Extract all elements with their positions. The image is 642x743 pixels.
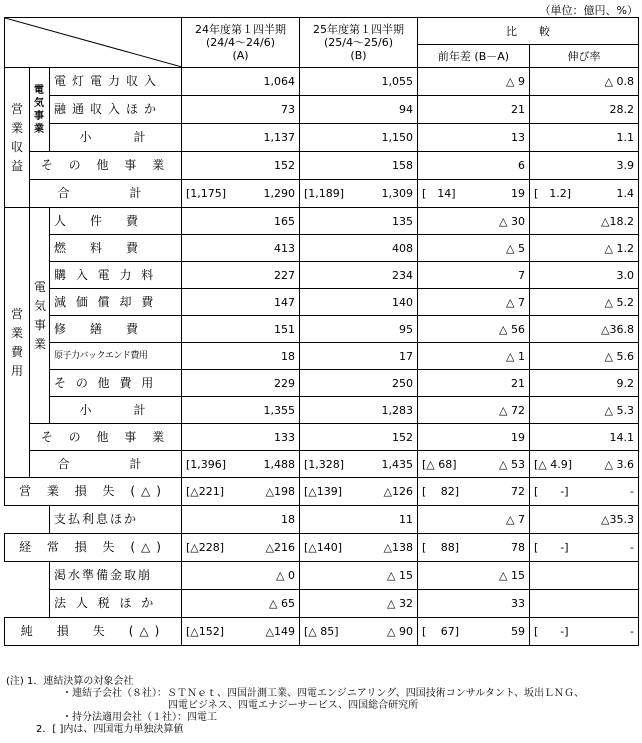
value-rate: △ 5.3 — [530, 397, 639, 424]
row-label: 修 繕 費 — [50, 316, 182, 343]
note-1a: ・連結子会社（８社）：ＳＴＮｅｔ、四国計測工業、四電エンジニアリング、四国技術コンサルタント、坂出ＬＮＧ、 — [62, 688, 584, 699]
value-rate: [ -] - — [530, 534, 639, 562]
row-label: 純 損 失 (△) — [5, 618, 182, 646]
value-rate: △ 5.6 — [530, 343, 639, 370]
note-1: (注) 1．連結決算の対象会社 — [6, 676, 134, 687]
value-rate — [530, 590, 639, 618]
col-a-header: 24年度第１四半期 (24/4～24/6) (A) — [182, 18, 300, 68]
note-1c: ・持分法適用会社（１社）：四電工 — [62, 712, 217, 723]
value-diff: △ 7 — [418, 506, 530, 534]
value-diff: [△ 68] △ 53 — [418, 451, 530, 478]
value-rate: △ 1.2 — [530, 235, 639, 262]
value-b: 1,283 — [300, 397, 418, 424]
value-diff: [ 88] 78 — [418, 534, 530, 562]
value-rate: 28.2 — [530, 96, 639, 124]
row-label: 小 計 — [50, 397, 182, 424]
row-label: 原子力バックエンド費用 — [50, 343, 182, 370]
row-label: 購 入 電 力 料 — [50, 262, 182, 289]
value-a: 18 — [182, 343, 300, 370]
value-b: 140 — [300, 289, 418, 316]
col-b-header: 25年度第１四半期 (25/4～25/6) (B) — [300, 18, 418, 68]
value-b: 234 — [300, 262, 418, 289]
operating-revenue-label: 営業収益 — [5, 68, 30, 208]
value-a: 73 — [182, 96, 300, 124]
value-a: 165 — [182, 208, 300, 235]
value-a: 133 — [182, 424, 300, 451]
value-b: [1,328] 1,435 — [300, 451, 418, 478]
row-label: 経 常 損 失 (△) — [5, 534, 182, 562]
value-a: [1,175] 1,290 — [182, 180, 300, 208]
value-a: [△228] △216 — [182, 534, 300, 562]
value-rate: 14.1 — [530, 424, 639, 451]
value-rate: △18.2 — [530, 208, 639, 235]
row-label: 燃 料 費 — [50, 235, 182, 262]
value-b: [1,189] 1,309 — [300, 180, 418, 208]
table-row — [5, 289, 639, 316]
value-diff: [ 82] 72 — [418, 478, 530, 506]
table-row — [5, 534, 639, 562]
value-rate: 9.2 — [530, 370, 639, 397]
value-b: 250 — [300, 370, 418, 397]
row-label: そ の 他 費 用 — [50, 370, 182, 397]
value-b: 17 — [300, 343, 418, 370]
value-diff: 6 — [418, 152, 530, 180]
value-rate: △36.8 — [530, 316, 639, 343]
row-label: 渇水準備金取崩 — [50, 562, 182, 590]
value-a: 18 — [182, 506, 300, 534]
row-label: 法 人 税 ほ か — [50, 590, 182, 618]
value-diff: 13 — [418, 124, 530, 152]
table-row — [5, 451, 639, 478]
value-a: 229 — [182, 370, 300, 397]
value-a: 227 — [182, 262, 300, 289]
value-b: 1,055 — [300, 68, 418, 96]
value-b: 11 — [300, 506, 418, 534]
financial-table — [4, 17, 639, 646]
value-a: 1,355 — [182, 397, 300, 424]
row-label: 人 件 費 — [50, 208, 182, 235]
value-a: 152 — [182, 152, 300, 180]
value-a: [1,396] 1,488 — [182, 451, 300, 478]
row-label: 融通収入ほか — [50, 96, 182, 124]
value-rate: △ 5.2 — [530, 289, 639, 316]
row-label: 支払利息ほか — [50, 506, 182, 534]
value-a: 151 — [182, 316, 300, 343]
value-b: 158 — [300, 152, 418, 180]
value-a: [△221] △198 — [182, 478, 300, 506]
spacer-cell — [5, 506, 50, 534]
row-label: 電灯電力収入 — [50, 68, 182, 96]
value-rate: 3.0 — [530, 262, 639, 289]
value-rate: 1.1 — [530, 124, 639, 152]
note-2: 2．[ ]内は、四国電力単独決算値 — [36, 724, 184, 735]
value-diff: [ 14] 19 — [418, 180, 530, 208]
table-row — [5, 562, 639, 590]
value-a: 413 — [182, 235, 300, 262]
value-a: △ 65 — [182, 590, 300, 618]
value-diff: 33 — [418, 590, 530, 618]
table-row — [5, 152, 639, 180]
table-row — [5, 590, 639, 618]
value-diff: 19 — [418, 424, 530, 451]
value-b: △ 32 — [300, 590, 418, 618]
value-diff: [ 67] 59 — [418, 618, 530, 646]
value-rate: △35.3 — [530, 506, 639, 534]
value-b: 95 — [300, 316, 418, 343]
row-label: 合 計 — [30, 180, 182, 208]
table-row — [5, 124, 639, 152]
notes — [6, 676, 584, 736]
table-row — [5, 96, 639, 124]
electric-business-label-cost: 電気事業 — [30, 208, 50, 424]
row-label: そ の 他 事 業 — [30, 152, 182, 180]
value-b: [△ 85] △ 90 — [300, 618, 418, 646]
value-a: 1,064 — [182, 68, 300, 96]
table-row — [5, 370, 639, 397]
table-row — [5, 397, 639, 424]
table-row — [5, 180, 639, 208]
value-b: 408 — [300, 235, 418, 262]
table-row — [5, 618, 639, 646]
table-row — [5, 235, 639, 262]
row-label: 営 業 損 失 (△) — [5, 478, 182, 506]
diff-header: 前年差 (B－A) — [418, 45, 530, 68]
value-b: 1,150 — [300, 124, 418, 152]
value-a: 147 — [182, 289, 300, 316]
value-b: 94 — [300, 96, 418, 124]
table-row — [5, 316, 639, 343]
value-b: [△139] △126 — [300, 478, 418, 506]
diagonal-line — [5, 18, 182, 67]
value-b: △ 15 — [300, 562, 418, 590]
unit-note: （単位：億円、%） — [539, 4, 638, 17]
row-label: そ の 他 事 業 — [30, 424, 182, 451]
value-b: [△140] △138 — [300, 534, 418, 562]
value-rate: [ 1.2] 1.4 — [530, 180, 639, 208]
value-diff: 21 — [418, 370, 530, 397]
table-row — [5, 208, 639, 235]
value-rate: [ -] - — [530, 618, 639, 646]
value-diff: △ 56 — [418, 316, 530, 343]
value-a: [△152] △149 — [182, 618, 300, 646]
value-rate: △ 0.8 — [530, 68, 639, 96]
rate-header: 伸び率 — [530, 45, 639, 68]
value-diff: △ 9 — [418, 68, 530, 96]
value-a: 1,137 — [182, 124, 300, 152]
value-b: 152 — [300, 424, 418, 451]
header-corner-cell — [5, 18, 182, 68]
value-rate: [△ 4.9] △ 3.6 — [530, 451, 639, 478]
value-diff: △ 15 — [418, 562, 530, 590]
value-diff: 7 — [418, 262, 530, 289]
value-rate: [ -] - — [530, 478, 639, 506]
table-row — [5, 424, 639, 451]
value-diff: △ 5 — [418, 235, 530, 262]
table-row — [5, 478, 639, 506]
operating-expense-label: 営業費用 — [5, 208, 30, 478]
value-diff: △ 7 — [418, 289, 530, 316]
table-row — [5, 68, 639, 96]
table-row — [5, 343, 639, 370]
table-row — [5, 262, 639, 289]
electric-business-label-rev: 電気事業 — [30, 68, 50, 152]
value-rate: 3.9 — [530, 152, 639, 180]
row-label: 合 計 — [30, 451, 182, 478]
table-row — [5, 506, 639, 534]
note-1b: 四電ビジネス、四電エナジーサービス、四国総合研究所 — [168, 700, 419, 711]
value-rate — [530, 562, 639, 590]
compare-header: 比 較 — [418, 18, 639, 45]
spacer-cell — [5, 562, 50, 618]
value-diff: 21 — [418, 96, 530, 124]
header-row — [5, 18, 639, 45]
value-diff: △ 1 — [418, 343, 530, 370]
row-label: 減 価 償 却 費 — [50, 289, 182, 316]
row-label: 小 計 — [50, 124, 182, 152]
value-diff: △ 30 — [418, 208, 530, 235]
value-b: 135 — [300, 208, 418, 235]
value-diff: △ 72 — [418, 397, 530, 424]
value-a: △ 0 — [182, 562, 300, 590]
